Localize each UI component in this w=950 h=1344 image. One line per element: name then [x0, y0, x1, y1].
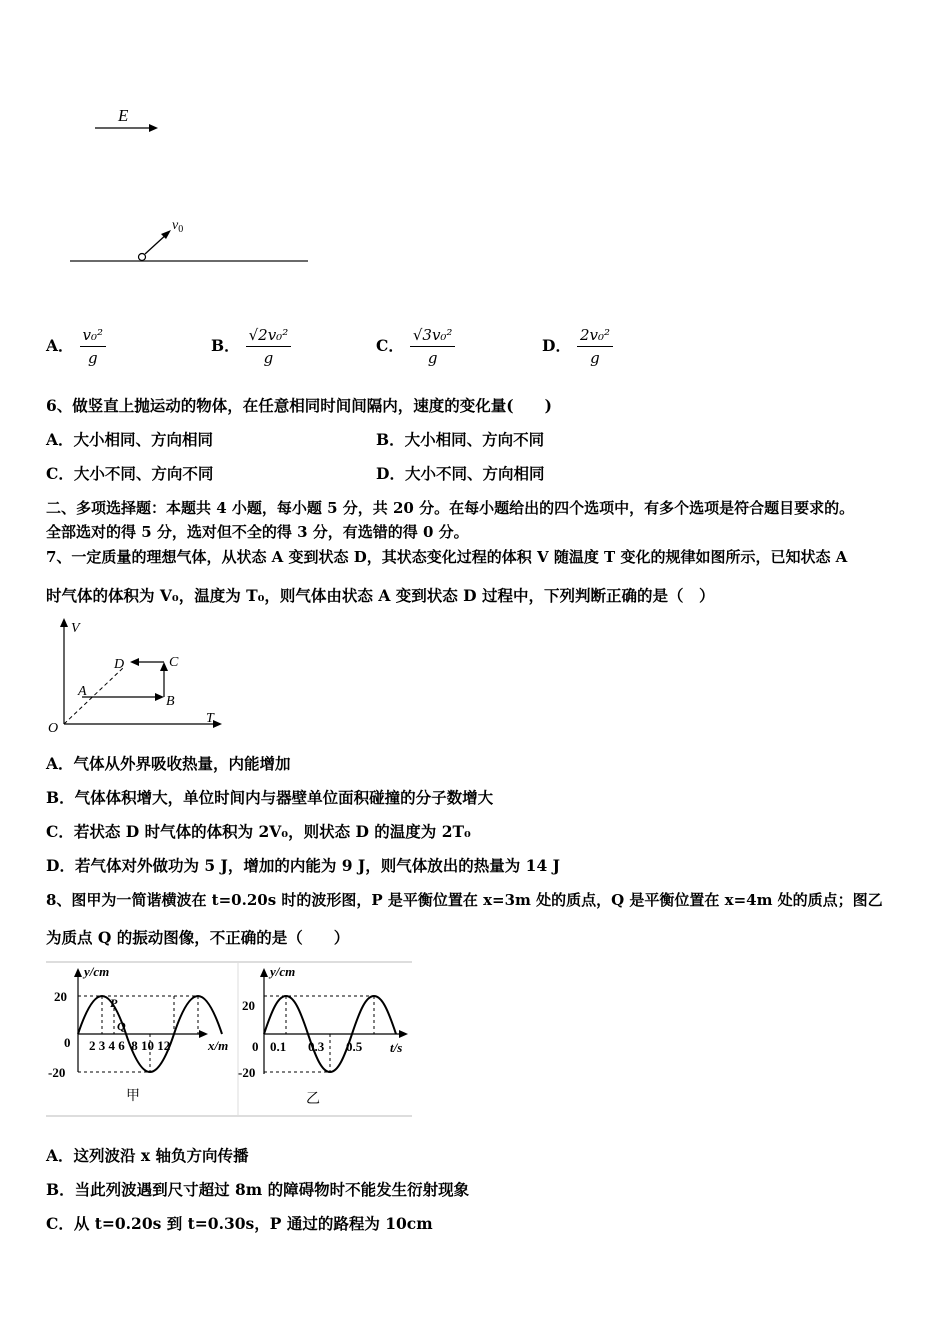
y-axis-head — [260, 968, 268, 977]
option-letter: D． — [542, 335, 571, 355]
q7-option-c[interactable]: C．若状态 D 时气体的体积为 2V₀，则状态 D 的温度为 2T₀ — [46, 822, 471, 841]
point-p: P — [110, 996, 118, 1010]
t-axis-head — [213, 720, 222, 728]
arrow-bc — [160, 662, 168, 671]
label-t: T — [206, 711, 214, 726]
numerator: 2v₀² — [577, 326, 613, 347]
label-d: D — [114, 657, 125, 672]
label-a: A — [78, 684, 87, 699]
label-c: C — [169, 655, 179, 670]
label-o: O — [48, 721, 59, 736]
q8-option-a[interactable]: A．这列波沿 x 轴负方向传播 — [46, 1146, 249, 1165]
y-bottom-tick: -20 — [238, 1065, 256, 1080]
denominator: g — [263, 349, 274, 367]
label-b: B — [166, 694, 175, 709]
point-q: Q — [117, 1019, 126, 1033]
tick-01: 0.1 — [270, 1039, 287, 1054]
q8-option-c[interactable]: C．从 t=0.20s 到 t=0.30s，P 通过的路程为 10cm — [46, 1214, 433, 1233]
q7-option-a[interactable]: A．气体从外界吸收热量，内能增加 — [46, 754, 291, 773]
q7-option-b[interactable]: B．气体体积增大，单位时间内与器壁单位面积碰撞的分子数增大 — [46, 788, 494, 807]
x-ticks: 2 3 4 6 8 10 12 — [89, 1038, 171, 1053]
q6-option-d[interactable]: D．大小不同、方向相同 — [376, 464, 545, 483]
origin-label: 0 — [64, 1035, 71, 1050]
q5-option-b[interactable] — [211, 326, 291, 367]
numerator: √2v₀² — [246, 326, 292, 347]
q6-stem: 6、做竖直上抛运动的物体，在任意相同时间间隔内，速度的变化量( ) — [46, 396, 552, 415]
label-v: V — [71, 621, 80, 636]
field-label-e: E — [118, 106, 129, 125]
denominator: g — [87, 349, 98, 367]
figure-q5 — [60, 95, 320, 275]
arrow-cd — [130, 658, 139, 666]
option-letter: B． — [211, 335, 240, 355]
y-axis-head — [74, 968, 82, 977]
arrow-ab — [155, 693, 164, 701]
fraction — [410, 326, 456, 367]
field-arrow-head — [149, 124, 158, 132]
velocity-label: $v_0$ — [172, 218, 184, 235]
section2-line1: 二、多项选择题：本题共 4 小题，每小题 5 分，共 20 分。在每小题给出的四个选项中，有多个选项是符合题目要求的。 — [46, 499, 855, 517]
option-letter: C． — [376, 335, 404, 355]
dashed-origin-line — [64, 667, 124, 724]
origin-label: 0 — [252, 1039, 259, 1054]
section2-line2: 全部选对的得 5 分，选对但不全的得 3 分，有选错的得 0 分。 — [46, 523, 469, 541]
q5-options — [46, 318, 646, 368]
t-axis-head — [399, 1030, 408, 1038]
q5-option-c[interactable] — [376, 326, 455, 367]
figure-q8-wave-graph — [44, 960, 240, 1120]
q6-option-c[interactable]: C．大小不同、方向不同 — [46, 464, 214, 483]
tick-05: 0.5 — [346, 1039, 363, 1054]
q6-option-a[interactable]: A．大小相同、方向相同 — [46, 430, 214, 449]
y-top-tick: 20 — [54, 989, 67, 1004]
fraction — [80, 326, 107, 367]
option-letter: A． — [46, 335, 74, 355]
fraction — [577, 326, 613, 367]
denominator: g — [590, 349, 600, 367]
denominator: g — [427, 349, 438, 367]
v-axis-head — [60, 618, 68, 627]
q8-stem-line1: 8、图甲为一简谐横波在 t=0.20s 时的波形图，P 是平衡位置在 x=3m 处的质点，Q 是平衡位置在 x=4m 处的质点；图乙 — [46, 891, 883, 909]
figure-q7-vt-graph — [40, 612, 240, 742]
y-bottom-tick: -20 — [48, 1065, 66, 1080]
q6-option-b[interactable]: B．大小相同、方向不同 — [376, 430, 545, 449]
q8-stem-line2: 为质点 Q 的振动图像，不正确的是（ ） — [46, 928, 350, 947]
t-label: t/s — [390, 1040, 403, 1055]
caption-jia: 甲 — [126, 1089, 140, 1104]
q7-stem-line1: 7、一定质量的理想气体，从状态 A 变到状态 D，其状态变化过程的体积 V 随温度 T 变化的规律如图所示，已知状态 A — [46, 548, 848, 566]
tick-03: 0.3 — [308, 1039, 325, 1054]
particle — [139, 254, 146, 261]
numerator: √3v₀² — [410, 326, 456, 347]
fraction — [246, 326, 292, 367]
y-top-tick: 20 — [242, 998, 255, 1013]
q7-option-d[interactable]: D．若气体对外做功为 5 J，增加的内能为 9 J，则气体放出的热量为 14 J — [46, 856, 560, 875]
y-label: y/cm — [84, 964, 110, 979]
q5-option-a[interactable] — [46, 326, 106, 367]
figure-q8-vibration-graph — [236, 960, 416, 1120]
y-label: y/cm — [270, 964, 296, 979]
q7-stem-line2: 时气体的体积为 V₀，温度为 T₀，则气体由状态 A 变到状态 D 过程中，下列判断正确的是（ ） — [46, 586, 715, 605]
caption-yi: 乙 — [306, 1092, 320, 1107]
x-label: x/m — [208, 1038, 229, 1053]
x-axis-head — [199, 1030, 208, 1038]
numerator: v₀² — [80, 326, 107, 347]
q5-option-d[interactable] — [542, 326, 613, 367]
q8-option-b[interactable]: B．当此列波遇到尺寸超过 8m 的障碍物时不能发生衍射现象 — [46, 1180, 470, 1199]
